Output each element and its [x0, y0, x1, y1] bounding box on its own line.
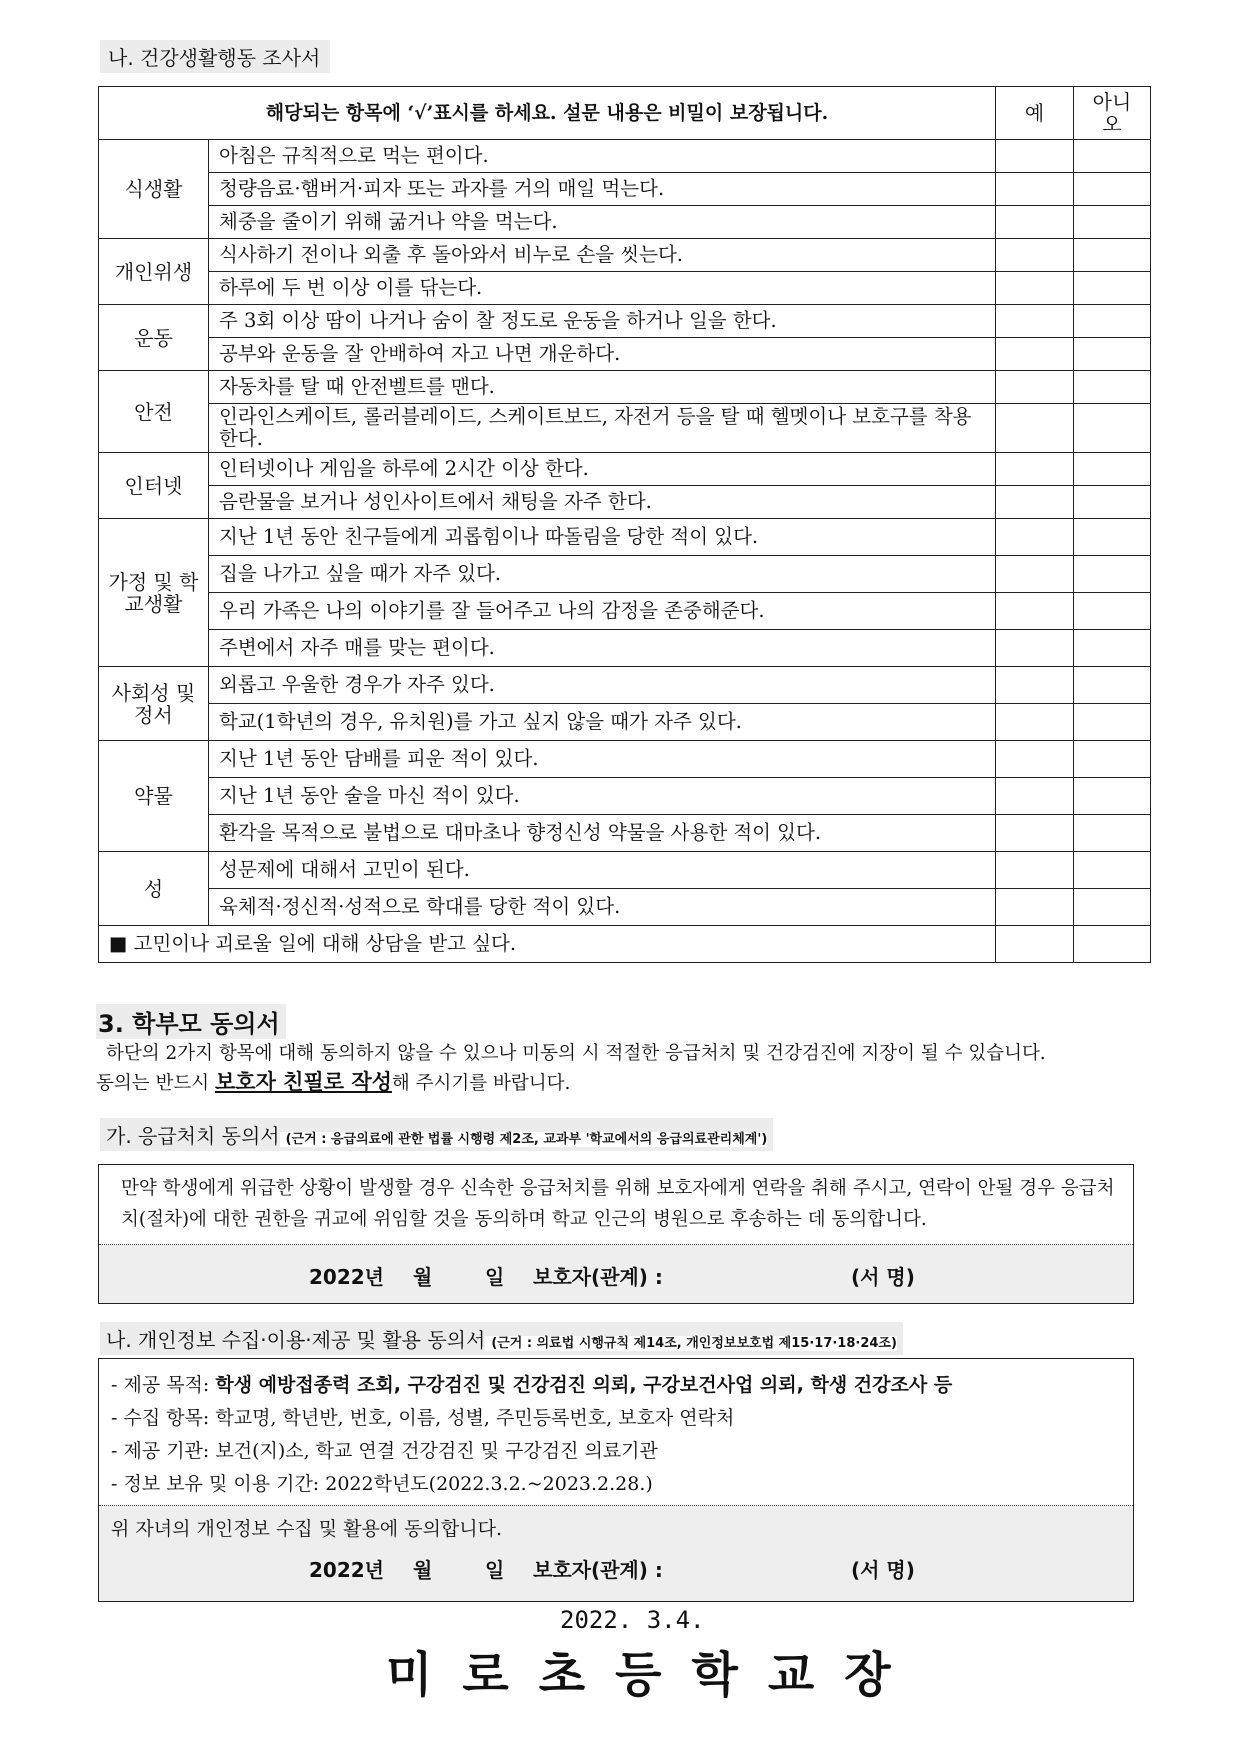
privacy-items: - 수집 항목: 학교명, 학년반, 번호, 이름, 성별, 주민등록번호, 보호자 연락처 — [111, 1407, 735, 1429]
survey-category: 약물 — [99, 741, 209, 852]
survey-row — [99, 778, 1151, 815]
survey-row — [99, 667, 1151, 704]
yes-checkbox-cell[interactable] — [996, 926, 1074, 963]
no-checkbox-cell[interactable] — [1074, 815, 1151, 852]
yes-checkbox-cell[interactable] — [996, 206, 1074, 239]
yes-checkbox-cell[interactable] — [996, 667, 1074, 704]
survey-row — [99, 630, 1151, 667]
privacy-signature-area[interactable] — [99, 1506, 1133, 1601]
survey-item: 주 3회 이상 땀이 나거나 숨이 찰 정도로 운동을 하거나 일을 한다. — [209, 305, 996, 338]
emergency-consent-box — [98, 1164, 1134, 1304]
intro-text-post: 해 주시기를 바랍니다. — [391, 1073, 571, 1094]
yes-checkbox-cell[interactable] — [996, 338, 1074, 371]
survey-row — [99, 593, 1151, 630]
yes-checkbox-cell[interactable] — [996, 404, 1074, 453]
survey-item: 육체적·정신적·성적으로 학대를 당한 적이 있다. — [209, 889, 996, 926]
survey-row — [99, 338, 1151, 371]
survey-item: 청량음료·햄버거·피자 또는 과자를 거의 매일 먹는다. — [209, 173, 996, 206]
no-checkbox-cell[interactable] — [1074, 519, 1151, 556]
yes-checkbox-cell[interactable] — [996, 704, 1074, 741]
survey-item: 우리 가족은 나의 이야기를 잘 들어주고 나의 감정을 존중해준다. — [209, 593, 996, 630]
yes-checkbox-cell[interactable] — [996, 371, 1074, 404]
intro-text-pre: 동의는 반드시 — [96, 1073, 215, 1094]
survey-item: 체중을 줄이기 위해 굶거나 약을 먹는다. — [209, 206, 996, 239]
survey-row — [99, 556, 1151, 593]
survey-row — [99, 239, 1151, 272]
no-checkbox-cell[interactable] — [1074, 404, 1151, 453]
survey-item: 하루에 두 번 이상 이를 닦는다. — [209, 272, 996, 305]
privacy-purpose — [111, 1369, 952, 1402]
survey-row — [99, 272, 1151, 305]
privacy-consent-box — [98, 1358, 1134, 1602]
yes-checkbox-cell[interactable] — [996, 305, 1074, 338]
no-checkbox-cell[interactable] — [1074, 556, 1151, 593]
yes-checkbox-cell[interactable] — [996, 556, 1074, 593]
survey-item: 학교(1학년의 경우, 유치원)를 가고 싶지 않을 때가 자주 있다. — [209, 704, 996, 741]
privacy-basis: (근거 : 의료법 시행규칙 제14조, 개인정보보호법 제15·17·18·24조) — [485, 1336, 897, 1351]
consent-intro-line1: 하단의 2가지 항목에 대해 동의하지 않을 수 있으나 미동의 시 적절한 응급처치 및 건강검진에 지장이 될 수 있습니다. — [106, 1043, 1046, 1064]
dotted-divider — [99, 1244, 1133, 1245]
yes-checkbox-cell[interactable] — [996, 593, 1074, 630]
consent-intro-line2 — [96, 1067, 570, 1099]
survey-row — [99, 206, 1151, 239]
survey-item: 인터넷이나 게임을 하루에 2시간 이상 한다. — [209, 453, 996, 486]
principal-signature: 미로초등학교장 — [386, 1647, 921, 1703]
sig-sign-2: (서 명) — [851, 1558, 915, 1582]
no-checkbox-cell[interactable] — [1074, 778, 1151, 815]
survey-category: 식생활 — [99, 140, 209, 239]
dotted-divider-2 — [99, 1505, 1133, 1506]
sig-month: 월 — [413, 1265, 433, 1289]
yes-checkbox-cell[interactable] — [996, 889, 1074, 926]
privacy-consent-title — [100, 1322, 903, 1355]
counsel-item: ■ 고민이나 괴로울 일에 대해 상담을 받고 싶다. — [99, 926, 996, 963]
survey-item: 공부와 운동을 잘 안배하여 자고 나면 개운하다. — [209, 338, 996, 371]
privacy-title-text: 나. 개인정보 수집·이용·제공 및 활용 동의서 — [106, 1328, 486, 1352]
survey-item: 지난 1년 동안 술을 마신 적이 있다. — [209, 778, 996, 815]
survey-item: 집을 나가고 싶을 때가 자주 있다. — [209, 556, 996, 593]
purpose-value: 학생 예방접종력 조회, 구강검진 및 건강검진 의뢰, 구강보건사업 의뢰, 학생 건강조사 등 — [215, 1374, 953, 1396]
yes-checkbox-cell[interactable] — [996, 173, 1074, 206]
survey-item: 외롭고 우울한 경우가 자주 있다. — [209, 667, 996, 704]
survey-row — [99, 889, 1151, 926]
emergency-basis: (근거 : 응급의료에 관한 법률 시행령 제2조, 교과부 '학교에서의 응급의료관리체계') — [280, 1132, 768, 1147]
survey-item: 음란물을 보거나 성인사이트에서 채팅을 자주 한다. — [209, 486, 996, 519]
no-checkbox-cell[interactable] — [1074, 741, 1151, 778]
survey-category: 안전 — [99, 371, 209, 453]
yes-checkbox-cell[interactable] — [996, 272, 1074, 305]
survey-row — [99, 704, 1151, 741]
no-checkbox-cell[interactable] — [1074, 704, 1151, 741]
survey-item: 식사하기 전이나 외출 후 돌아와서 비누로 손을 씻는다. — [209, 239, 996, 272]
health-behavior-survey-table — [98, 86, 1151, 963]
yes-checkbox-cell[interactable] — [996, 140, 1074, 173]
sig-guardian-2: 보호자(관계) : — [533, 1558, 663, 1582]
privacy-period: - 정보 보유 및 이용 기간: 2022학년도(2022.3.2.~2023.2.28.) — [111, 1473, 653, 1495]
no-checkbox-cell[interactable] — [1074, 371, 1151, 404]
survey-row — [99, 305, 1151, 338]
no-checkbox-cell[interactable] — [1074, 667, 1151, 704]
survey-category: 가정 및 학교생활 — [99, 519, 209, 667]
yes-checkbox-cell[interactable] — [996, 741, 1074, 778]
sig-month-2: 월 — [413, 1558, 433, 1582]
no-checkbox-cell[interactable] — [1074, 206, 1151, 239]
yes-checkbox-cell[interactable] — [996, 453, 1074, 486]
yes-column-header: 예 — [996, 87, 1074, 140]
no-checkbox-cell[interactable] — [1074, 889, 1151, 926]
no-checkbox-cell[interactable] — [1074, 272, 1151, 305]
survey-item: 지난 1년 동안 친구들에게 괴롭힘이나 따돌림을 당한 적이 있다. — [209, 519, 996, 556]
sig-day-2: 일 — [485, 1558, 505, 1582]
no-checkbox-cell[interactable] — [1074, 852, 1151, 889]
survey-instruction: 해당되는 항목에 ‘√’표시를 하세요. 설문 내용은 비밀이 보장됩니다. — [99, 87, 996, 140]
no-checkbox-cell[interactable] — [1074, 593, 1151, 630]
emergency-consent-title — [100, 1118, 773, 1151]
document-date: 2022. 3.4. — [560, 1606, 705, 1634]
yes-checkbox-cell[interactable] — [996, 519, 1074, 556]
yes-checkbox-cell[interactable] — [996, 815, 1074, 852]
no-checkbox-cell[interactable] — [1074, 338, 1151, 371]
no-checkbox-cell[interactable] — [1074, 926, 1151, 963]
survey-row — [99, 519, 1151, 556]
survey-category: 개인위생 — [99, 239, 209, 305]
sig-year-2: 2022년 — [309, 1558, 384, 1582]
survey-category: 인터넷 — [99, 453, 209, 519]
emergency-signature-area[interactable] — [99, 1245, 1133, 1303]
survey-item: 지난 1년 동안 담배를 피운 적이 있다. — [209, 741, 996, 778]
survey-category: 사회성 및 정서 — [99, 667, 209, 741]
no-checkbox-cell[interactable] — [1074, 173, 1151, 206]
survey-row — [99, 453, 1151, 486]
sig-sign: (서 명) — [851, 1265, 915, 1289]
survey-item: 아침은 규칙적으로 먹는 편이다. — [209, 140, 996, 173]
yes-checkbox-cell[interactable] — [996, 486, 1074, 519]
survey-row — [99, 140, 1151, 173]
survey-header-row — [99, 87, 1151, 140]
survey-row — [99, 371, 1151, 404]
no-column-header: 아니오 — [1074, 87, 1151, 140]
purpose-label: - 제공 목적: — [111, 1374, 216, 1396]
survey-row — [99, 815, 1151, 852]
survey-counsel-row — [99, 926, 1151, 963]
sig-guardian: 보호자(관계) : — [533, 1265, 663, 1289]
no-checkbox-cell[interactable] — [1074, 630, 1151, 667]
survey-item: 자동차를 탈 때 안전벨트를 맨다. — [209, 371, 996, 404]
survey-category: 성 — [99, 852, 209, 926]
privacy-agree-text: 위 자녀의 개인정보 수집 및 활용에 동의합니다. — [111, 1518, 503, 1540]
no-checkbox-cell[interactable] — [1074, 140, 1151, 173]
privacy-agencies: - 제공 기관: 보건(지)소, 학교 연결 건강검진 및 구강검진 의료기관 — [111, 1440, 658, 1462]
yes-checkbox-cell[interactable] — [996, 239, 1074, 272]
survey-item: 주변에서 자주 매를 맞는 편이다. — [209, 630, 996, 667]
yes-checkbox-cell[interactable] — [996, 778, 1074, 815]
emergency-title-text: 가. 응급처치 동의서 — [106, 1124, 280, 1148]
survey-row — [99, 173, 1151, 206]
no-checkbox-cell[interactable] — [1074, 305, 1151, 338]
survey-row — [99, 486, 1151, 519]
intro-emphasis: 보호자 친필로 작성 — [215, 1070, 392, 1094]
emergency-consent-text: 만약 학생에게 위급한 상황이 발생할 경우 신속한 응급처치를 위해 보호자에게 연락을 취해 주시고, 연락이 안될 경우 응급처치(절차)에 대한 권한을 귀교에 위임할 것을 동의하며 학교 인근의 병원으로 후송하는 데 동의합니다. — [121, 1178, 1115, 1230]
no-checkbox-cell[interactable] — [1074, 486, 1151, 519]
survey-item: 인라인스케이트, 롤러블레이드, 스케이트보드, 자전거 등을 탈 때 헬멧이나 보호구를 착용한다. — [209, 404, 996, 453]
survey-section-title: 나. 건강생활행동 조사서 — [100, 40, 330, 73]
survey-item: 환각을 목적으로 불법으로 대마초나 향정신성 약물을 사용한 적이 있다. — [209, 815, 996, 852]
yes-checkbox-cell[interactable] — [996, 852, 1074, 889]
sig-year: 2022년 — [309, 1265, 384, 1289]
survey-row — [99, 404, 1151, 453]
sig-day: 일 — [485, 1265, 505, 1289]
no-checkbox-cell[interactable] — [1074, 453, 1151, 486]
survey-item: 성문제에 대해서 고민이 된다. — [209, 852, 996, 889]
privacy-details — [111, 1369, 952, 1501]
survey-category: 운동 — [99, 305, 209, 371]
yes-checkbox-cell[interactable] — [996, 630, 1074, 667]
no-checkbox-cell[interactable] — [1074, 239, 1151, 272]
survey-row — [99, 741, 1151, 778]
parent-consent-heading: 3. 학부모 동의서 — [96, 1004, 286, 1039]
survey-row — [99, 852, 1151, 889]
